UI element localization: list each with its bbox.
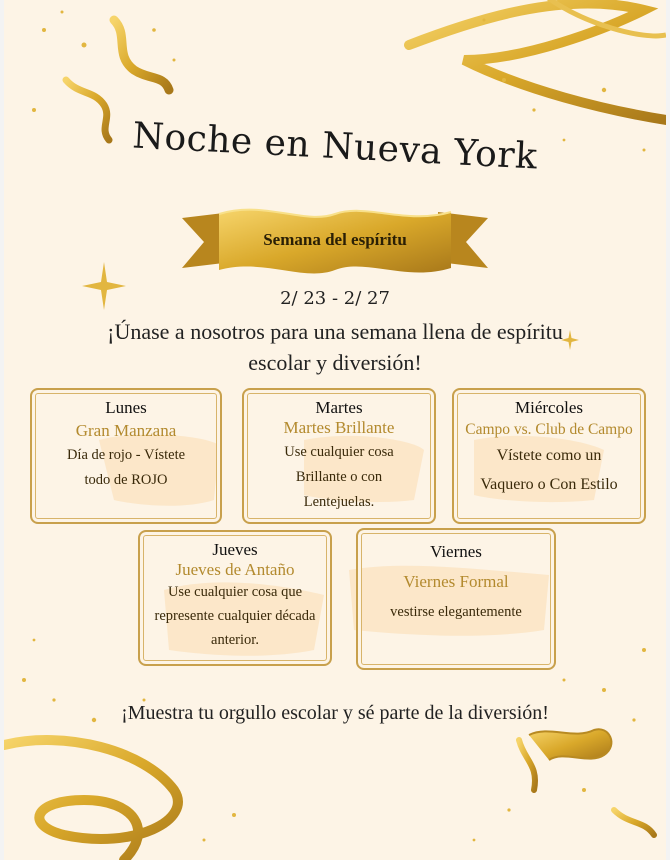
card-jueves: [138, 530, 332, 666]
day-theme: Jueves de Antaño: [175, 560, 295, 579]
card-martes: [242, 388, 436, 524]
card-viernes: [356, 528, 556, 670]
day-theme: Gran Manzana: [75, 421, 177, 440]
ribbon-bottom-right: [529, 729, 611, 760]
date-range: 2/ 23 - 2/ 27: [280, 288, 390, 309]
day-name: Miércoles: [515, 398, 583, 417]
day-name: Jueves: [212, 540, 258, 559]
banner-label: Semana del espíritu: [263, 230, 407, 249]
confetti-top-left: [114, 20, 169, 90]
day-theme: Viernes Formal: [403, 572, 509, 591]
day-name: Viernes: [430, 542, 482, 561]
day-name: Lunes: [105, 398, 147, 417]
day-description: Vístete como un Vaquero o Con Estilo: [480, 447, 618, 493]
swirl-top-right: [409, 3, 666, 120]
outro-text: ¡Muestra tu orgullo escolar y sé parte de la diversión!: [121, 702, 549, 724]
day-description: Use cualquier cosa que represente cualquier década anterior.: [154, 584, 316, 648]
swirl-bottom-left: [4, 740, 178, 860]
card-lunes: [30, 388, 222, 524]
intro-text: ¡Únase a nosotros para una semana llena de espíritu escolar y diversión!: [107, 319, 563, 375]
day-description: Día de rojo - Vístete todo de ROJO: [66, 447, 186, 488]
day-description: Use cualquier cosa Brillante o con Lentejuelas.: [284, 444, 394, 510]
card-miercoles: [452, 388, 646, 524]
day-theme: Campo vs. Club de Campo: [465, 421, 633, 438]
day-description: vestirse elegantemente: [390, 604, 522, 620]
page-title: Noche en Nueva York: [131, 115, 539, 178]
day-theme: Martes Brillante: [283, 418, 395, 437]
flyer-page: [4, 0, 666, 860]
day-name: Martes: [315, 398, 363, 417]
